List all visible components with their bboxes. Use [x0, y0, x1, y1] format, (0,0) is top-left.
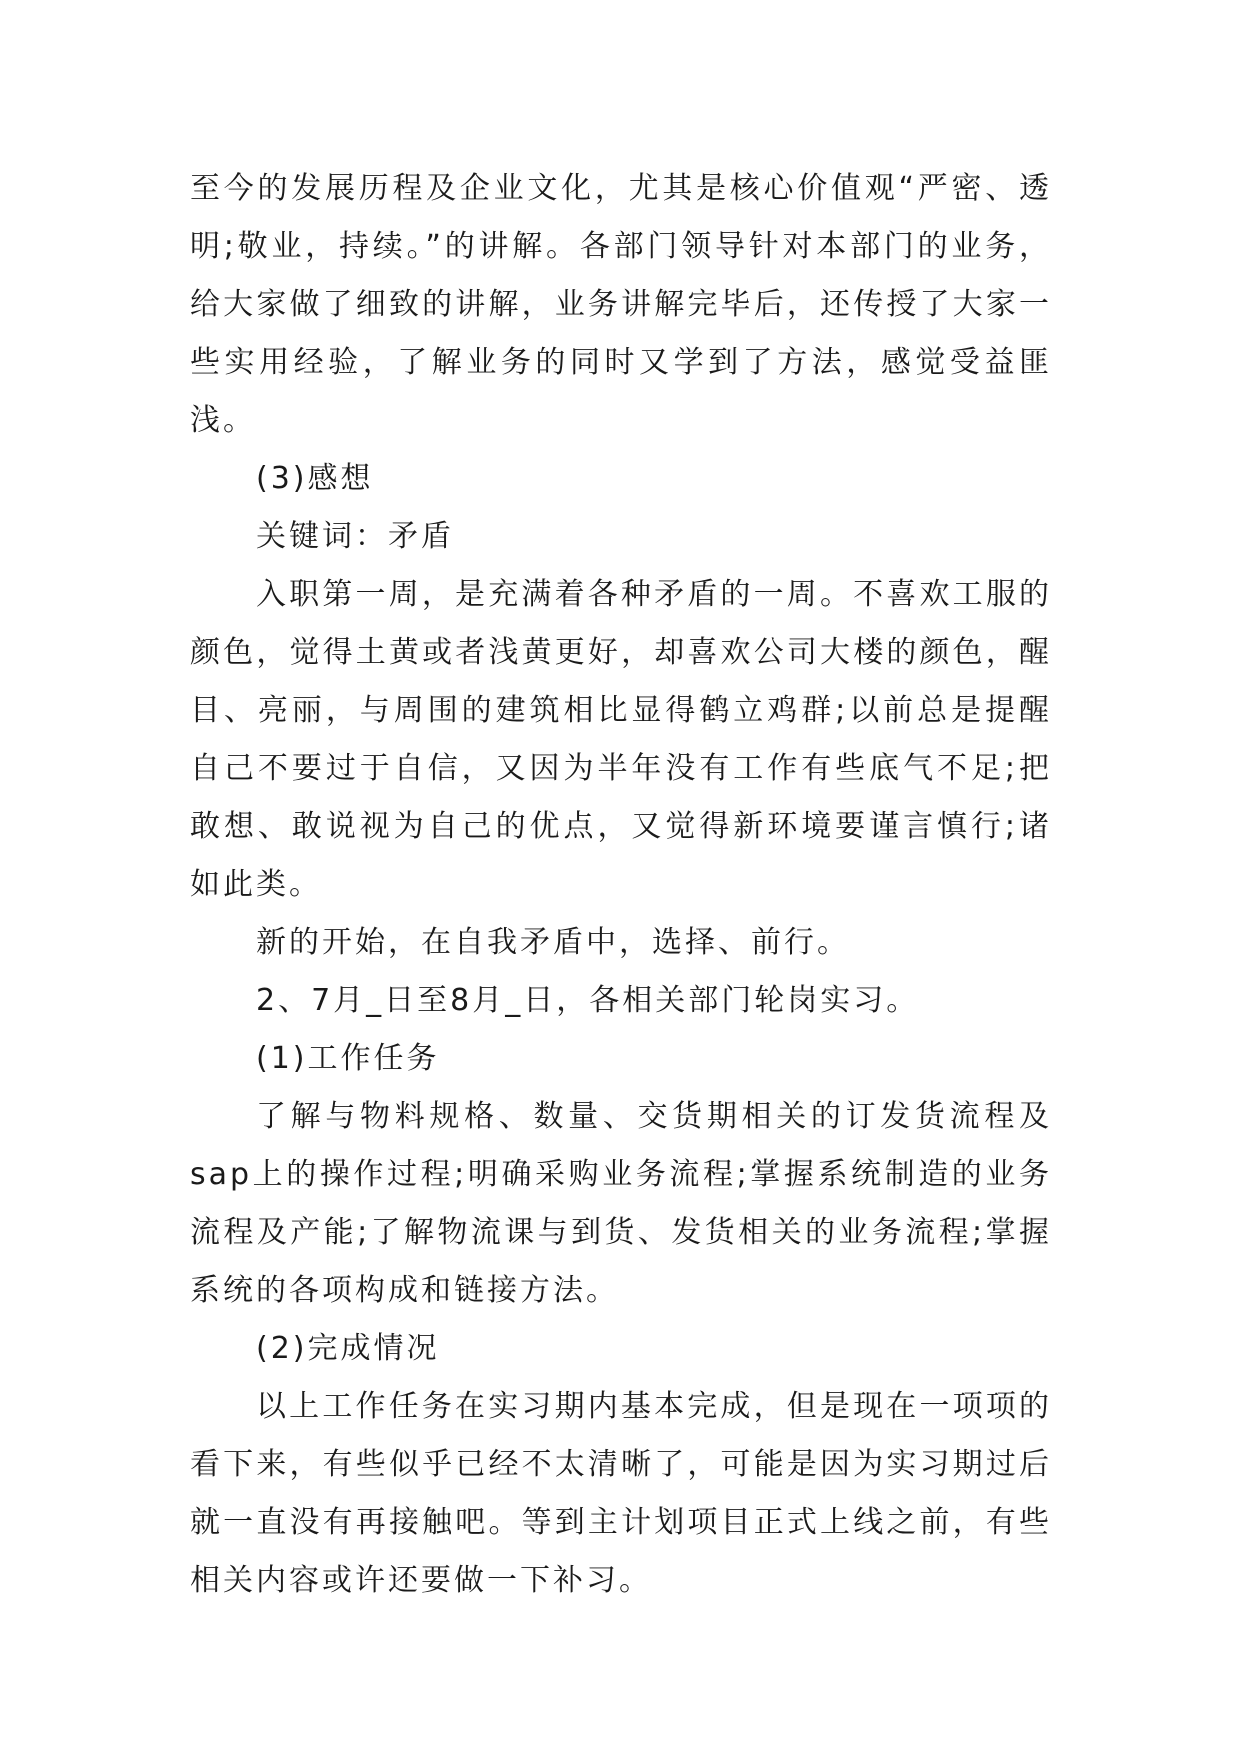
document-body — [190, 160, 1052, 1610]
paragraph-completion-status: 以上工作任务在实习期内基本完成，但是现在一项项的看下来，有些似乎已经不太清晰了，可能是因为实习期过后就一直没有再接触吧。等到主计划项目正式上线之前，有些相关内容或许还要做一下补习。 — [190, 1389, 1052, 1598]
paragraph-company-culture: 至今的发展历程及企业文化，尤其是核心价值观“严密、透明;敬业，持续。”的讲解。各部门领导针对本部门的业务，给大家做了细致的讲解，业务讲解完毕后，还传授了大家一些实用经验，了解业务的同时又学到了方法，感觉受益匪浅。 — [190, 171, 1052, 438]
paragraph-work-tasks: 了解与物料规格、数量、交货期相关的订发货流程及sap上的操作过程;明确采购业务流程;掌握系统制造的业务流程及产能;了解物流课与到货、发货相关的业务流程;掌握系统的各项构成和链接方法。 — [190, 1099, 1052, 1308]
keyword-line: 关键词：矛盾 — [256, 519, 454, 554]
heading-completion-status: (2)完成情况 — [256, 1331, 440, 1366]
heading-work-tasks: (1)工作任务 — [256, 1041, 440, 1076]
paragraph-contradictions: 入职第一周，是充满着各种矛盾的一周。不喜欢工服的颜色，觉得土黄或者浅黄更好，却喜欢公司大楼的颜色，醒目、亮丽，与周围的建筑相比显得鹤立鸡群;以前总是提醒自己不要过于自信，又因为半年没有工作有些底气不足;把敢想、敢说视为自己的优点，又觉得新环境要谨言慎行;诸如此类。 — [190, 577, 1052, 902]
paragraph-new-start: 新的开始，在自我矛盾中，选择、前行。 — [256, 925, 850, 960]
heading-reflections: (3)感想 — [256, 461, 374, 496]
heading-rotation-internship: 2、7月_日至8月_日，各相关部门轮岗实习。 — [256, 983, 920, 1018]
